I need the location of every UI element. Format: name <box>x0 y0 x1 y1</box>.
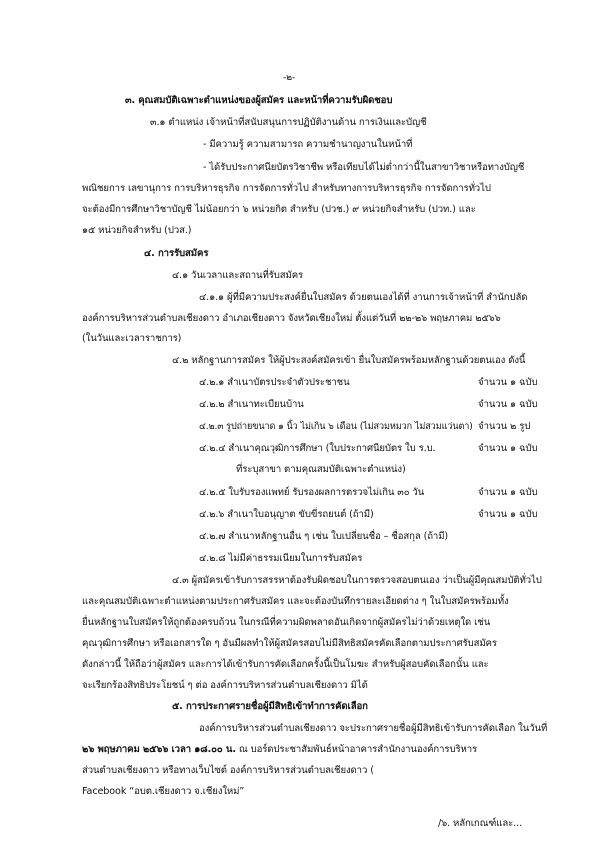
qualification-2-line-4: ๑๕ หน่วยกิจสำหรับ (ปวส.) <box>82 225 192 236</box>
doc-item-qty: จำนวน ๑ ฉบับ <box>478 443 538 454</box>
section-5-line-3: ส่วนตำบลเชียงดาว หรือทางเว็บไซต์ องค์การบริหารส่วนตำบลเชียงดาว ( <box>82 765 374 776</box>
section-4-3-line-5: ดังกล่าวนี้ ให้ถือว่าผู้สมัคร และการได้เข้ารับการคัดเลือกครั้งนี้เป็นโมฆะ สำหรับผู้สอบคัดเลือกนั้น และ <box>82 659 489 670</box>
section-3-heading: ๓. คุณสมบัติเฉพาะตำแหน่งของผู้สมัคร และหน้าที่ความรับผิดชอบ <box>125 95 393 106</box>
section-5-heading: ๕. การประกาศรายชื่อผู้มีสิทธิเข้าทำการคัดเลือก <box>172 701 368 712</box>
section-3-1-title: ๓.๑ ตำแหน่ง เจ้าหน้าที่สนับสนุนการปฏิบัติงานด้าน การเงินและบัญชี <box>150 117 427 128</box>
section-4-1-title: ๔.๑ วันเวลาและสถานที่รับสมัคร <box>172 270 304 281</box>
doc-item-text: ๔.๒.๕ ใบรับรองแพทย์ รับรองผลการตรวจไม่เกิน ๓๐ วัน <box>199 487 425 498</box>
section-4-1-1-line-3: (ในวันและเวลาราชการ) <box>82 333 182 344</box>
section-4-heading: ๔. การรับสมัคร <box>144 248 209 259</box>
doc-item-text: ๔.๒.๑ สำเนาบัตรประจำตัวประชาชน <box>199 377 350 388</box>
qualification-2-line-1: - ได้รับประกาศนียบัตรวิชาชีพ หรือเทียบได้ไม่ต่ำกว่านี้ในสาขาวิชาหรือทางบัญชี <box>203 162 525 173</box>
doc-item-text: ๔.๒.๓ รูปถ่ายขนาด ๑ นิ้ว ไม่เกิน ๖ เดือน (ไม่สวมหมวก ไม่สวมแว่นตา) <box>199 422 473 432</box>
section-4-1-1-line-2: องค์การบริหารส่วนตำบลเชียงดาว อำเภอเชียงดาว จังหวัดเชียงใหม่ ตั้งแต่วันที่ ๒๒-๒๖ พฤษภาคม ๒๕๖๖ <box>82 313 501 324</box>
doc-item-qty: จำนวน ๑ ฉบับ <box>478 377 538 388</box>
doc-item-qty: จำนวน ๑ ฉบับ <box>478 509 538 520</box>
qualification-1: - มีความรู้ ความสามารถ ความชำนาญงานในหน้าที่ <box>203 139 413 150</box>
announcement-date: ๒๖ พฤษภาคม ๒๕๖๖ เวลา ๑๘.๐๐ น. <box>82 744 236 755</box>
section-4-3-line-2: และคุณสมบัติเฉพาะตำแหน่งตามประกาศรับสมัคร และจะต้องบันทึกรายละเอียดต่าง ๆ ในใบสมัครพร้อมทั้ง <box>82 596 509 607</box>
section-5-line-1: องค์การบริหารส่วนตำบลเชียงดาว จะประกาศรายชื่อผู้มีสิทธิเข้ารับการคัดเลือก ในวันที่ <box>199 723 548 734</box>
doc-item-text: ๔.๒.๗ สำเนาหลักฐานอื่น ๆ เช่น ใบเปลี่ยนชื่อ – ชื่อสกุล (ถ้ามี) <box>199 531 449 542</box>
qualification-2-line-3: จะต้องมีการศึกษาวิชาบัญชี ไม่น้อยกว่า ๖ หน่วยกิต สำหรับ (ปวช.) ๙ หน่วยกิจสำหรับ (ปวท.) และ <box>82 204 476 215</box>
doc-item-text: ๔.๒.๖ สำเนาใบอนุญาต ขับขี่รถยนต์ (ถ้ามี) <box>199 509 374 520</box>
section-4-2-title: ๔.๒ หลักฐานการสมัคร ให้ผู้ประสงค์สมัครเข้า ยื่นใบสมัครพร้อมหลักฐานด้วยตนเอง ดังนี้ <box>172 355 526 366</box>
section-4-3-line-6: จะเรียกร้องสิทธิประโยชน์ ๆ ต่อ องค์การบริหารส่วนตำบลเชียงดาว มิได้ <box>82 680 368 691</box>
continuation-note: /๖. หลักเกณฑ์และ... <box>438 818 523 829</box>
doc-item-text-continued: ที่ระบุสาขา ตามคุณสมบัติเฉพาะตำแหน่ง) <box>236 464 406 475</box>
section-4-1-1-line-1: ๔.๑.๑ ผู้ที่มีความประสงค์ยื่นใบสมัคร ด้วยตนเองได้ที่ งานการเจ้าหน้าที่ สำนักปลัด <box>199 292 528 303</box>
doc-item-qty: จำนวน ๑ ฉบับ <box>478 399 538 410</box>
doc-item-qty: จำนวน ๑ ฉบับ <box>478 487 538 498</box>
page-number: -๒- <box>283 73 296 83</box>
section-5-line-4: Facebook “อบต.เชียงดาว จ.เชียงใหม่” <box>82 786 245 797</box>
doc-item-text: ๔.๒.๒ สำเนาทะเบียนบ้าน <box>199 399 304 410</box>
section-4-3-line-4: คุณวุฒิการศึกษา หรือเอกสารใด ๆ อันมีผลทำให้ผู้สมัครสอบไม่มีสิทธิสมัครคัดเลือกตามประกาศรับสมัคร <box>82 638 497 649</box>
section-4-3-line-1: ๔.๓ ผู้สมัครเข้ารับการสรรหาต้องรับผิดชอบในการตรวจสอบตนเอง ว่าเป็นผู้มีคุณสมบัติทั่วไป <box>172 575 542 586</box>
section-4-3-line-3: ยื่นหลักฐานใบสมัครให้ถูกต้องครบถ้วน ในกรณีที่ความผิดพลาดอันเกิดจากผู้สมัครไม่ว่าด้วยเหตุใด เช่น <box>82 617 491 628</box>
doc-item-text: ๔.๒.๔ สำเนาคุณวุฒิการศึกษา (ใบประกาศนียบัตร ใบ ร.บ. <box>199 443 436 454</box>
doc-item-qty: จำนวน ๒ รูป <box>478 421 531 432</box>
announcement-place: ณ บอร์ดประชาสัมพันธ์หน้าอาคารสำนักงานองค์การบริหาร <box>235 744 478 755</box>
section-5-line-2 <box>82 744 477 756</box>
doc-item-text: ๔.๒.๘ ไม่มีค่าธรรมเนียมในการรับสมัคร <box>199 553 363 564</box>
qualification-2-line-2: พณิชยการ เลขานุการ การบริหารธุรกิจ การจัดการทั่วไป สำหรับทางการบริหารธุรกิจ การจัดการทั่วไป <box>82 183 491 194</box>
